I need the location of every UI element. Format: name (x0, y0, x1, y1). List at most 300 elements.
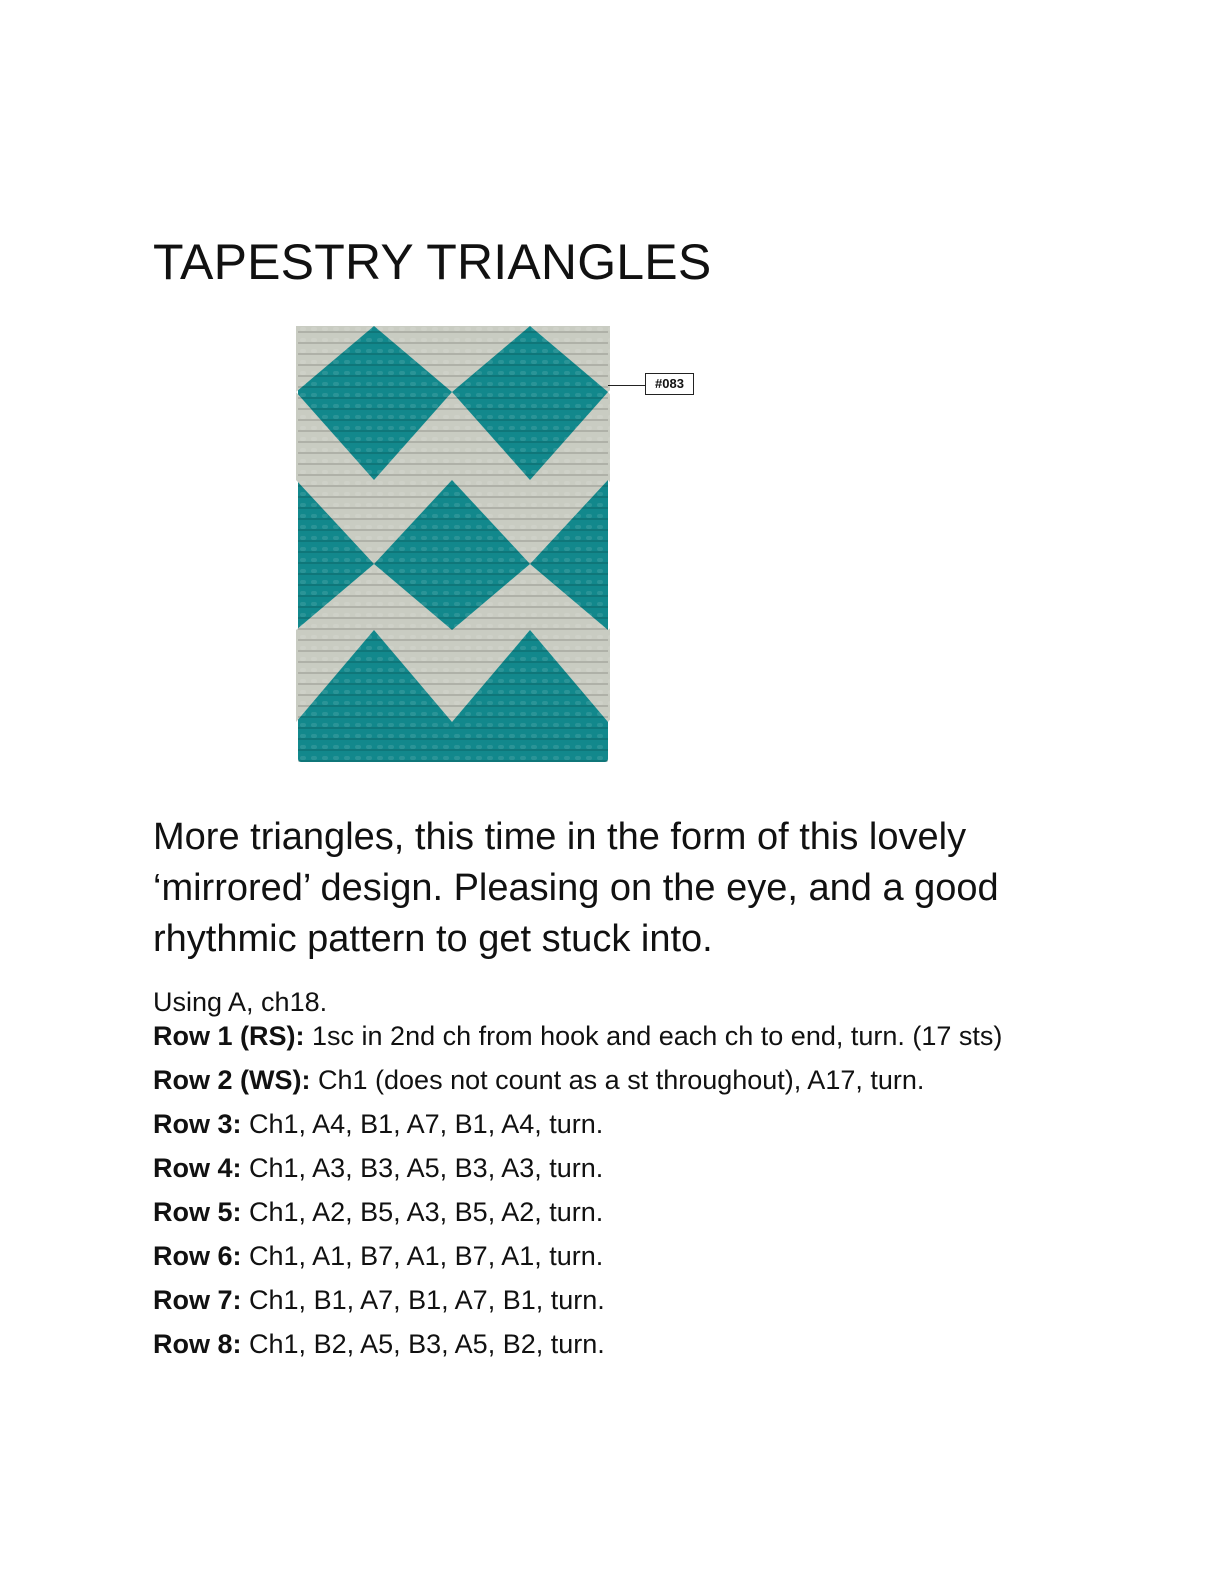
stitch-highlight (553, 525, 559, 529)
stitch-highlight (388, 624, 394, 628)
stitch-highlight (333, 393, 339, 397)
stitch-highlight (498, 723, 504, 727)
stitch-highlight (432, 745, 438, 749)
stitch-highlight (377, 613, 383, 617)
stitch-highlight (564, 514, 570, 518)
stitch-highlight (377, 723, 383, 727)
stitch-highlight (377, 646, 383, 650)
stitch-highlight (311, 679, 317, 683)
stitch-highlight (465, 745, 471, 749)
stitch-highlight (410, 558, 416, 562)
stitch-highlight (520, 448, 526, 452)
stitch-highlight (608, 756, 610, 760)
stitch-highlight (597, 712, 603, 716)
stitch-highlight (443, 646, 449, 650)
stitch-highlight (399, 525, 405, 529)
stitch-highlight (454, 514, 460, 518)
stitch-highlight (575, 448, 581, 452)
stitch-highlight (300, 470, 306, 474)
stitch-highlight (388, 393, 394, 397)
stitch-highlight (487, 668, 493, 672)
stitch-highlight (421, 624, 427, 628)
stitch-highlight (597, 360, 603, 364)
stitch-highlight (421, 591, 427, 595)
stitch-highlight (443, 448, 449, 452)
stitch-highlight (586, 393, 592, 397)
stitch-highlight (311, 690, 317, 694)
stitch-highlight (509, 734, 515, 738)
stitch-highlight (300, 547, 306, 551)
stitch-highlight (333, 437, 339, 441)
stitch-highlight (388, 701, 394, 705)
stitch-highlight (410, 745, 416, 749)
stitch-highlight (322, 734, 328, 738)
stitch-highlight (377, 668, 383, 672)
stitch-highlight (399, 745, 405, 749)
stitch-highlight (509, 492, 515, 496)
stitch-highlight (575, 712, 581, 716)
stitch-highlight (344, 459, 350, 463)
stitch-highlight (300, 338, 306, 342)
stitch-highlight (498, 624, 504, 628)
stitch-highlight (531, 657, 537, 661)
stitch-highlight (509, 393, 515, 397)
stitch-highlight (586, 371, 592, 375)
stitch-highlight (355, 690, 361, 694)
stitch-highlight (410, 536, 416, 540)
stitch-highlight (377, 679, 383, 683)
stitch-highlight (388, 470, 394, 474)
stitch-highlight (465, 547, 471, 551)
stitch-highlight (388, 723, 394, 727)
stitch-highlight (586, 470, 592, 474)
stitch-highlight (597, 635, 603, 639)
stitch-highlight (399, 635, 405, 639)
stitch-highlight (410, 426, 416, 430)
stitch-highlight (575, 525, 581, 529)
stitch-highlight (498, 415, 504, 419)
stitch-highlight (355, 756, 361, 760)
stitch-highlight (553, 371, 559, 375)
stitch-highlight (586, 459, 592, 463)
stitch-highlight (575, 437, 581, 441)
stitch-highlight (553, 591, 559, 595)
stitch-highlight (300, 426, 306, 430)
stitch-highlight (344, 547, 350, 551)
stitch-highlight (432, 712, 438, 716)
stitch-highlight (443, 679, 449, 683)
stitch-highlight (586, 712, 592, 716)
stitch-highlight (377, 712, 383, 716)
stitch-highlight (608, 525, 610, 529)
crochet-swatch-photo (296, 326, 610, 764)
stitch-highlight (465, 404, 471, 408)
stitch-highlight (520, 525, 526, 529)
stitch-highlight (366, 349, 372, 353)
stitch-highlight (476, 580, 482, 584)
stitch-highlight (476, 745, 482, 749)
stitch-highlight (432, 437, 438, 441)
stitch-highlight (355, 349, 361, 353)
stitch-highlight (410, 448, 416, 452)
page-title: TAPESTRY TRIANGLES (153, 234, 712, 290)
stitch-highlight (399, 393, 405, 397)
stitch-highlight (476, 448, 482, 452)
stitch-highlight (333, 426, 339, 430)
stitch-highlight (564, 393, 570, 397)
stitch-highlight (465, 514, 471, 518)
stitch-highlight (399, 481, 405, 485)
stitch-highlight (443, 503, 449, 507)
stitch-highlight (421, 712, 427, 716)
stitch-highlight (355, 679, 361, 683)
stitch-highlight (300, 360, 306, 364)
stitch-highlight (443, 591, 449, 595)
stitch-highlight (322, 470, 328, 474)
stitch-highlight (311, 756, 317, 760)
stitch-highlight (377, 624, 383, 628)
stitch-highlight (487, 679, 493, 683)
stitch-highlight (575, 536, 581, 540)
stitch-highlight (388, 481, 394, 485)
stitch-highlight (575, 338, 581, 342)
stitch-highlight (366, 745, 372, 749)
stitch-highlight (465, 327, 471, 331)
stitch-highlight (344, 723, 350, 727)
stitch-highlight (553, 602, 559, 606)
stitch-highlight (487, 745, 493, 749)
stitch-highlight (531, 591, 537, 595)
stitch-highlight (322, 404, 328, 408)
stitch-highlight (399, 668, 405, 672)
instruction-text: Ch1, A4, B1, A7, B1, A4, turn. (249, 1109, 604, 1139)
stitch-highlight (377, 756, 383, 760)
stitch-highlight (564, 525, 570, 529)
stitch-highlight (564, 360, 570, 364)
stitch-highlight (487, 646, 493, 650)
stitch-highlight (410, 525, 416, 529)
stitch-highlight (322, 338, 328, 342)
stitch-highlight (509, 415, 515, 419)
stitch-highlight (322, 415, 328, 419)
stitch-highlight (388, 404, 394, 408)
stitch-highlight (366, 448, 372, 452)
stitch-highlight (355, 327, 361, 331)
stitch-highlight (553, 679, 559, 683)
stitch-highlight (509, 382, 515, 386)
stitch-highlight (410, 404, 416, 408)
stitch-highlight (553, 646, 559, 650)
stitch-highlight (608, 580, 610, 584)
stitch-highlight (300, 393, 306, 397)
stitch-highlight (333, 701, 339, 705)
stitch-highlight (487, 481, 493, 485)
stitch-highlight (421, 613, 427, 617)
stitch-highlight (498, 646, 504, 650)
stitch-highlight (355, 745, 361, 749)
stitch-highlight (443, 382, 449, 386)
stitch-highlight (476, 525, 482, 529)
stitch-highlight (487, 492, 493, 496)
stitch-highlight (520, 668, 526, 672)
stitch-highlight (498, 371, 504, 375)
stitch-highlight (498, 327, 504, 331)
stitch-highlight (377, 481, 383, 485)
stitch-highlight (355, 668, 361, 672)
stitch-highlight (344, 745, 350, 749)
instruction-line (153, 985, 1053, 1019)
stitch-highlight (322, 393, 328, 397)
stitch-highlight (586, 734, 592, 738)
stitch-highlight (344, 514, 350, 518)
stitch-highlight (410, 371, 416, 375)
stitch-highlight (531, 470, 537, 474)
stitch-highlight (487, 371, 493, 375)
row-label: Row 6: (153, 1241, 242, 1271)
stitch-highlight (509, 371, 515, 375)
stitch-highlight (366, 470, 372, 474)
stitch-highlight (542, 580, 548, 584)
stitch-highlight (509, 459, 515, 463)
stitch-highlight (520, 393, 526, 397)
instruction-text: Ch1, A1, B7, A1, B7, A1, turn. (249, 1241, 604, 1271)
stitch-highlight (344, 635, 350, 639)
stitch-highlight (454, 327, 460, 331)
stitch-highlight (542, 481, 548, 485)
stitch-highlight (366, 690, 372, 694)
stitch-highlight (520, 459, 526, 463)
stitch-highlight (498, 514, 504, 518)
stitch-highlight (322, 624, 328, 628)
stitch-highlight (322, 492, 328, 496)
stitch-highlight (399, 514, 405, 518)
stitch-highlight (586, 338, 592, 342)
stitch-highlight (553, 382, 559, 386)
stitch-highlight (300, 624, 306, 628)
stitch-highlight (487, 393, 493, 397)
stitch-highlight (553, 536, 559, 540)
stitch-highlight (399, 679, 405, 683)
stitch-highlight (586, 349, 592, 353)
stitch-highlight (520, 712, 526, 716)
stitch-highlight (531, 569, 537, 573)
stitch-highlight (355, 382, 361, 386)
stitch-highlight (432, 547, 438, 551)
stitch-highlight (410, 712, 416, 716)
stitch-highlight (344, 701, 350, 705)
stitch-highlight (410, 492, 416, 496)
stitch-highlight (575, 657, 581, 661)
stitch-highlight (432, 635, 438, 639)
stitch-highlight (421, 437, 427, 441)
stitch-highlight (388, 415, 394, 419)
stitch-highlight (476, 657, 482, 661)
stitch-highlight (597, 613, 603, 617)
stitch-highlight (355, 470, 361, 474)
stitch-highlight (410, 734, 416, 738)
stitch-highlight (498, 701, 504, 705)
stitch-highlight (443, 668, 449, 672)
stitch-highlight (465, 459, 471, 463)
stitch-highlight (443, 756, 449, 760)
stitch-highlight (432, 360, 438, 364)
stitch-highlight (597, 338, 603, 342)
row-label: Row 3: (153, 1109, 242, 1139)
stitch-highlight (443, 371, 449, 375)
stitch-highlight (454, 668, 460, 672)
stitch-highlight (465, 635, 471, 639)
stitch-highlight (476, 569, 482, 573)
stitch-highlight (564, 481, 570, 485)
stitch-highlight (311, 415, 317, 419)
stitch-highlight (399, 470, 405, 474)
stitch-highlight (487, 580, 493, 584)
stitch-highlight (454, 591, 460, 595)
stitch-highlight (454, 426, 460, 430)
stitch-highlight (388, 613, 394, 617)
stitch-highlight (399, 558, 405, 562)
stitch-highlight (520, 723, 526, 727)
stitch-highlight (344, 327, 350, 331)
stitch-highlight (355, 481, 361, 485)
stitch-highlight (531, 481, 537, 485)
row-label: Row 5: (153, 1197, 242, 1227)
stitch-highlight (520, 536, 526, 540)
stitch-highlight (333, 525, 339, 529)
stitch-highlight (487, 437, 493, 441)
stitch-highlight (454, 382, 460, 386)
stitch-highlight (564, 690, 570, 694)
stitch-highlight (520, 690, 526, 694)
stitch-highlight (509, 525, 515, 529)
stitch-highlight (465, 690, 471, 694)
stitch-highlight (311, 734, 317, 738)
stitch-highlight (553, 569, 559, 573)
stitch-highlight (498, 756, 504, 760)
stitch-highlight (410, 459, 416, 463)
stitch-highlight (443, 745, 449, 749)
stitch-highlight (300, 701, 306, 705)
stitch-highlight (465, 525, 471, 529)
stitch-highlight (586, 745, 592, 749)
stitch-highlight (564, 404, 570, 408)
stitch-highlight (454, 404, 460, 408)
stitch-highlight (322, 701, 328, 705)
stitch-highlight (498, 382, 504, 386)
stitch-highlight (410, 690, 416, 694)
stitch-highlight (476, 723, 482, 727)
stitch-highlight (355, 492, 361, 496)
stitch-highlight (575, 481, 581, 485)
instruction-line (153, 1327, 1053, 1361)
stitch-highlight (498, 569, 504, 573)
stitch-highlight (344, 734, 350, 738)
stitch-highlight (608, 602, 610, 606)
stitch-highlight (311, 580, 317, 584)
stitch-highlight (520, 701, 526, 705)
stitch-highlight (586, 481, 592, 485)
stitch-highlight (399, 657, 405, 661)
stitch-highlight (509, 503, 515, 507)
stitch-highlight (498, 503, 504, 507)
stitch-highlight (355, 602, 361, 606)
stitch-highlight (509, 470, 515, 474)
stitch-highlight (597, 701, 603, 705)
stitch-highlight (498, 338, 504, 342)
stitch-highlight (300, 635, 306, 639)
stitch-highlight (355, 580, 361, 584)
stitch-highlight (454, 360, 460, 364)
stitch-highlight (542, 690, 548, 694)
stitch-highlight (311, 558, 317, 562)
stitch-highlight (421, 426, 427, 430)
stitch-highlight (300, 558, 306, 562)
stitch-highlight (432, 701, 438, 705)
stitch-highlight (333, 690, 339, 694)
stitch-highlight (366, 327, 372, 331)
stitch-highlight (322, 514, 328, 518)
stitch-highlight (399, 338, 405, 342)
stitch-highlight (586, 448, 592, 452)
stitch-highlight (575, 668, 581, 672)
stitch-highlight (553, 459, 559, 463)
stitch-highlight (443, 360, 449, 364)
stitch-highlight (366, 393, 372, 397)
stitch-highlight (454, 459, 460, 463)
stitch-highlight (476, 701, 482, 705)
stitch-highlight (322, 448, 328, 452)
stitch-highlight (608, 536, 610, 540)
stitch-highlight (465, 613, 471, 617)
row-label: Row 7: (153, 1285, 242, 1315)
stitch-highlight (454, 635, 460, 639)
stitch-highlight (300, 580, 306, 584)
stitch-highlight (432, 327, 438, 331)
stitch-highlight (465, 602, 471, 606)
stitch-highlight (608, 569, 610, 573)
stitch-highlight (366, 503, 372, 507)
stitch-highlight (333, 503, 339, 507)
stitch-highlight (388, 668, 394, 672)
stitch-highlight (542, 712, 548, 716)
stitch-highlight (509, 404, 515, 408)
stitch-highlight (300, 481, 306, 485)
stitch-highlight (476, 558, 482, 562)
stitch-highlight (476, 668, 482, 672)
stitch-highlight (597, 481, 603, 485)
stitch-highlight (476, 503, 482, 507)
stitch-highlight (564, 712, 570, 716)
stitch-highlight (531, 327, 537, 331)
stitch-highlight (344, 360, 350, 364)
stitch-highlight (564, 349, 570, 353)
stitch-highlight (322, 591, 328, 595)
stitch-highlight (311, 393, 317, 397)
stitch-highlight (542, 349, 548, 353)
stitch-highlight (300, 745, 306, 749)
stitch-highlight (520, 646, 526, 650)
stitch-highlight (564, 624, 570, 628)
stitch-highlight (487, 459, 493, 463)
stitch-highlight (542, 327, 548, 331)
stitch-highlight (311, 624, 317, 628)
stitch-highlight (300, 668, 306, 672)
stitch-highlight (344, 602, 350, 606)
stitch-highlight (300, 492, 306, 496)
stitch-highlight (498, 525, 504, 529)
stitch-highlight (454, 723, 460, 727)
stitch-highlight (399, 415, 405, 419)
